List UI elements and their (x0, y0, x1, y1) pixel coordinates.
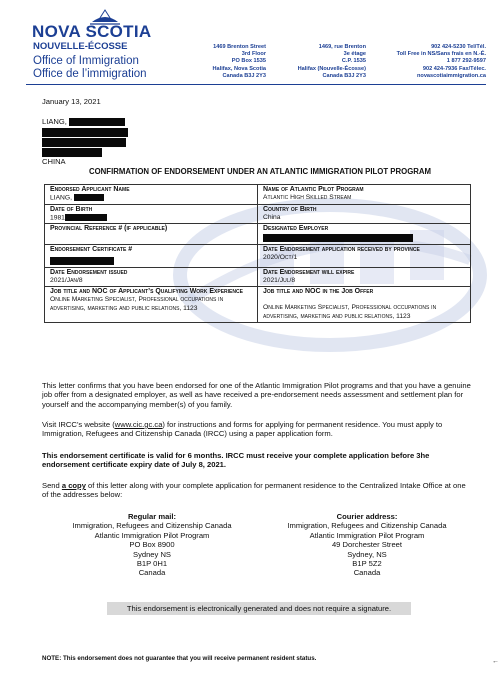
dob-label: Date of Birth (50, 205, 93, 213)
table-cell (258, 224, 471, 244)
contact-line: Toll Free in NS/Sans frais en N.-É. (396, 51, 486, 58)
nova-scotia-logo (28, 8, 178, 83)
electronic-signature-notice: This endorsement is electronically generated and does not require a signature. (107, 602, 411, 615)
offer-job-value: Online Marketing Specialist, Professional occupations in advertising, marketing and public relations, 1123 (263, 304, 437, 320)
applicant-name-value: LIANG, (50, 194, 72, 202)
address-line: Canada B3J 2Y3 (222, 72, 266, 79)
address-french (276, 44, 366, 80)
logo-nova-scotia: NOVA SCOTIA (32, 22, 152, 41)
date-issued-value: 2021/Jan/8 (50, 276, 83, 284)
provincial-reference-label: Provincial Reference # (if applicable) (50, 225, 168, 233)
paragraph-ircc-instructions (42, 420, 472, 439)
redaction-bar (50, 257, 114, 265)
address-line: 1469 Brenton Street (213, 44, 266, 50)
logo-office-fr: Office de l’immigration (33, 68, 147, 80)
address-line: Atlantic Immigration Pilot Program (94, 530, 210, 540)
table-cell (45, 287, 258, 323)
table-cell (45, 244, 258, 267)
date-issued-label: Date Endorsement issued (50, 268, 128, 276)
regular-mail-heading: Regular mail: (127, 512, 177, 521)
address-line: 3e étage (343, 51, 366, 58)
date-expire-value: 2021/Jul/8 (263, 276, 296, 284)
address-line: 3rd Floor (241, 51, 266, 58)
footer-note: NOTE: This endorsement does not guarantee that you will receive permanent resident status. (42, 655, 317, 662)
date-expire-label: Date Endorsement will expire (263, 268, 355, 276)
document-title: CONFIRMATION OF ENDORSEMENT UNDER AN ATLANTIC IMMIGRATION PILOT PROGRAM (88, 167, 432, 176)
redaction-bar (263, 234, 413, 242)
paragraph-send-copy (42, 481, 472, 500)
contact-line: 902 424-7936 Fax/Télec. (422, 65, 486, 72)
table-cell (45, 224, 258, 244)
address-line: Canada B3J 2Y3 (322, 72, 366, 79)
program-name-value: Atlantic High Skilled Stream (263, 194, 352, 202)
ircc-website-link[interactable]: www.cic.gc.ca (114, 420, 163, 429)
address-line: PO Box 8900 (129, 540, 175, 550)
address-line: Immigration, Refugees and Citizenship Canada (287, 521, 447, 531)
addressee-block (42, 117, 128, 167)
addressee-name: LIANG, (42, 117, 67, 126)
address-line: Atlantic Immigration Pilot Program (309, 530, 425, 540)
contact-link[interactable]: novascotiaimmigration.ca (416, 72, 486, 79)
program-name-label: Name of Atlantic Pilot Program (263, 186, 364, 193)
application-received-label: Date Endorsement application received by province (263, 245, 420, 253)
address-line: Sydney, NS (347, 549, 387, 559)
paragraph-text: Send (42, 481, 62, 490)
qualifying-job-value: Online Marketing Specialist, Professional occupations in advertising, marketing and public relations, 1123 (50, 296, 224, 312)
paragraph-text: ) for instructions and forms for applying for permanent residence. You must apply to Immigration, Refugees and Citizenship Canada (IRCC) using a paper application form. (42, 420, 443, 439)
address-line: B1P 5Z2 (352, 559, 382, 569)
address-english (186, 44, 266, 80)
address-line: 1469, rue Brenton (318, 44, 366, 50)
table-row (45, 287, 471, 323)
header-divider (26, 84, 486, 85)
paragraph-endorsement-confirmation: This letter confirms that you have been endorsed for one of the Atlantic Immigration Pilot programs and that you have a genuine job offer from a designated employer, as well as have received a pre-endorsement needs assessment and settlement plan for yourself and the accompanying member(s) of you family. (42, 381, 471, 409)
table-cell (258, 185, 471, 205)
table-cell (258, 287, 471, 323)
applicant-name-label: Endorsed Applicant Name (50, 186, 130, 193)
application-received-value: 2020/Oct/1 (263, 253, 298, 261)
address-line: Halifax (Nouvelle-Écosse) (297, 65, 366, 72)
courier-heading: Courier address: (336, 512, 398, 521)
offer-job-label: Job title and NOC in the Job Offer (263, 288, 374, 296)
address-line: B1P 0H1 (136, 559, 168, 569)
table-cell (258, 204, 471, 224)
address-line: 49 Dorchester Street (331, 540, 403, 550)
dob-value: 1981 (50, 214, 65, 222)
addressee-country: CHINA (42, 157, 66, 166)
paragraph-text: Visit IRCC’s website ( (42, 420, 115, 429)
table-cell (45, 204, 258, 224)
table-row (45, 224, 471, 244)
address-line: C.P. 1535 (341, 58, 366, 65)
contact-info (376, 44, 486, 80)
address-line: PO Box 1535 (231, 58, 266, 65)
address-line: Canada (353, 568, 381, 578)
cursor-arrow-icon: ← (492, 658, 499, 665)
regular-mail-address (52, 512, 252, 578)
paragraph-validity: This endorsement certificate is valid for 6 months. IRCC must receive your complete application before 3he endorsement certificate expiry date of July 8, 2021. (42, 451, 430, 470)
certificate-number-label: Endorsement Certificate # (50, 245, 133, 253)
address-line: Halifax, Nova Scotia (212, 65, 266, 72)
endorsement-table (44, 184, 471, 323)
table-row (45, 244, 471, 267)
redaction-bar (42, 128, 128, 137)
table-row (45, 185, 471, 205)
address-line: Canada (138, 568, 166, 578)
address-line: Sydney NS (133, 549, 171, 559)
letter-date: January 13, 2021 (42, 97, 101, 106)
redaction-bar (69, 118, 125, 126)
contact-line: 902 424-5230 Tel/Tél. (431, 44, 486, 50)
logo-nouvelle-ecosse: NOUVELLE-ÉCOSSE (33, 41, 128, 52)
logo-office-names (33, 55, 147, 81)
table-cell (45, 185, 258, 205)
redaction-bar (74, 194, 104, 201)
logo-office-en: Office of Immigration (33, 55, 139, 67)
designated-employer-label: Designated Employer (263, 225, 329, 233)
courier-address (264, 512, 470, 578)
a-copy-emphasis: a copy (61, 481, 86, 490)
redaction-bar (42, 148, 102, 157)
qualifying-job-label: Job title and NOC of Applicant’s Qualifying Work Experience (50, 288, 243, 296)
redaction-bar (42, 138, 126, 147)
table-row (45, 267, 471, 286)
table-cell (45, 267, 258, 286)
contact-line: 1 877 292-9597 (446, 58, 486, 65)
table-cell (258, 244, 471, 267)
cob-value: China (263, 213, 281, 221)
table-cell (258, 267, 471, 286)
redaction-bar (65, 214, 107, 221)
table-row (45, 204, 471, 224)
paragraph-text: of this letter along with your complete application for permanent residence to the Centralized Intake Office at one of the addresses below: (42, 481, 466, 500)
address-line: Immigration, Refugees and Citizenship Canada (72, 521, 232, 531)
cob-label: Country of Birth (263, 205, 317, 213)
